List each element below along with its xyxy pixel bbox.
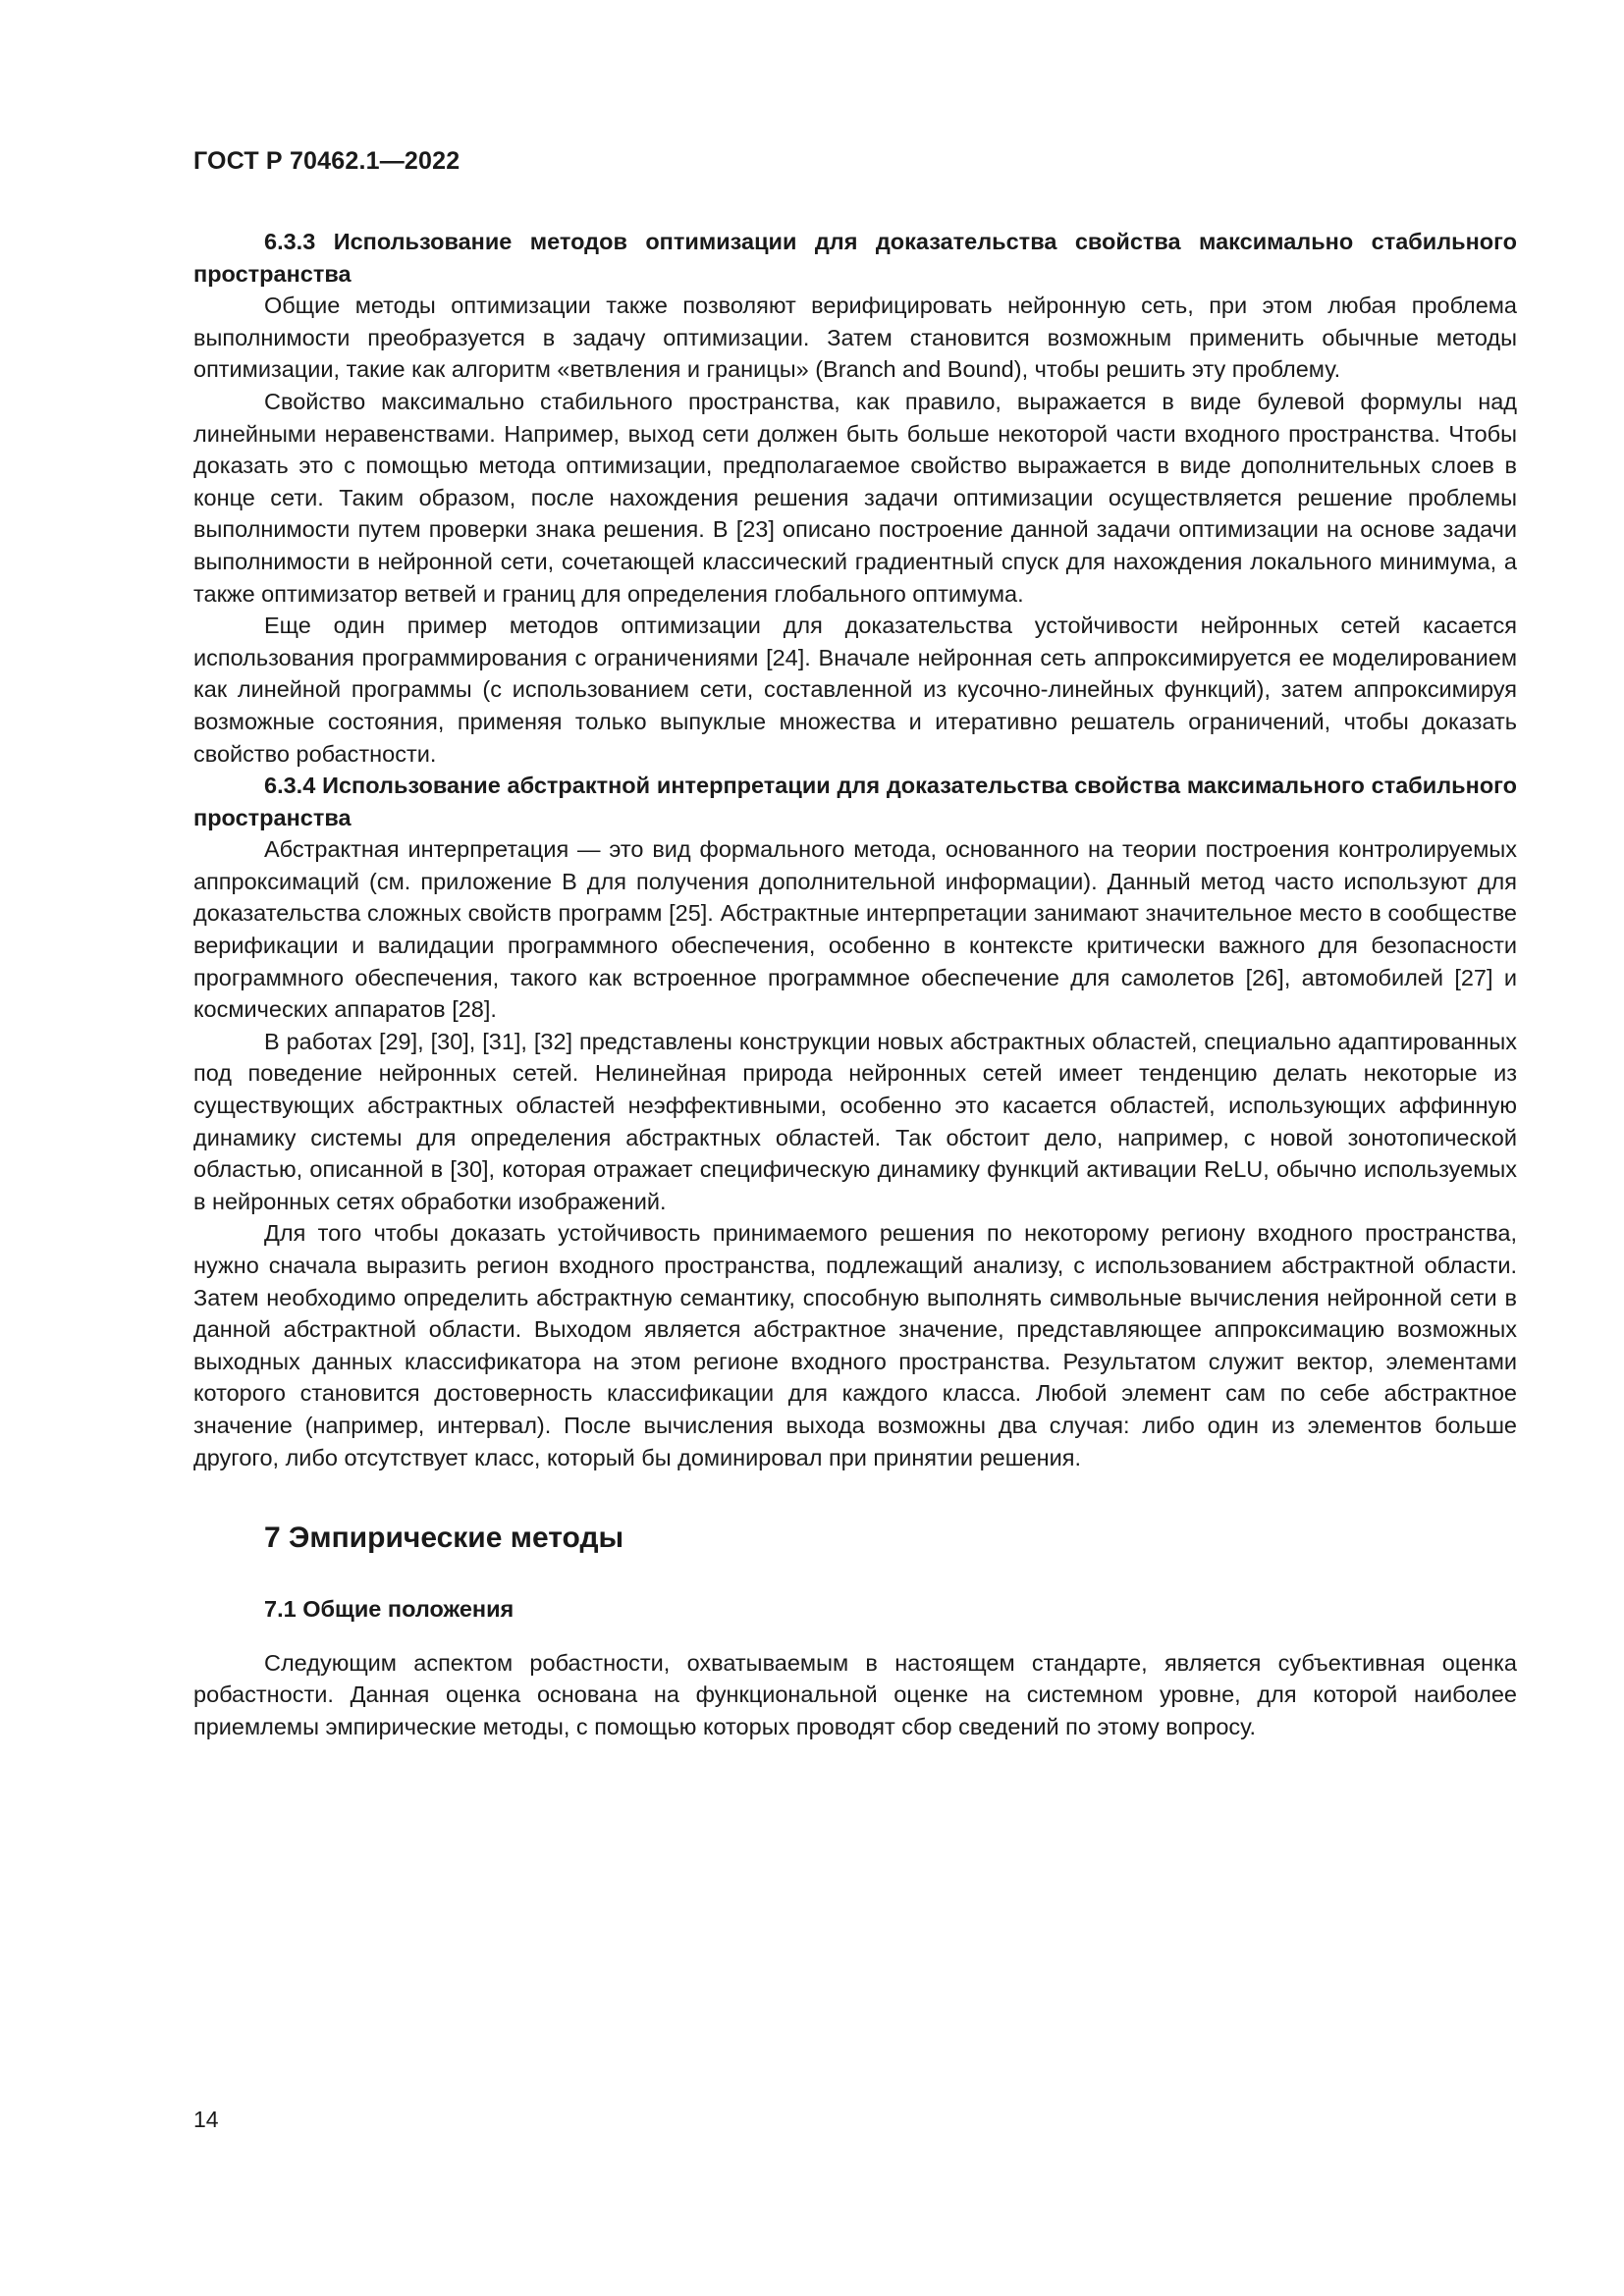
subsection-634-paragraph-1: Абстрактная интерпретация — это вид формального метода, основанного на теории построения контролируемых аппроксимаций (см. приложение В для получения дополнительной информации). Данный метод часто используют для доказательства сложных свойств программ [25]. Абстрактные интерпретации занимают значительное место в сообществе верификации и валидации программного обеспечения, особенно в контексте критически важного для безопасности программного обеспечения, такого как встроенное программное обеспечение для самолетов [26], автомобилей [27] и космических аппаратов [28].	[193, 836, 1517, 1023]
subsection-633-paragraph-3: Еще один пример методов оптимизации для доказательства устойчивости нейронных сетей касается использования программирования с ограничениями [24]. Вначале нейронная сеть аппроксимируется ее моделированием как линейной программы (с использованием сети, составленной из кусочно-линейных функций), затем аппроксимируя возможные состояния, применяя только выпуклые множества и итеративно решатель ограничений, чтобы доказать свойство робастности.	[193, 613, 1517, 767]
subsection-71-title: Общие положения	[302, 1596, 514, 1623]
subsection-633-title: Использование методов оптимизации для доказательства свойства максимально стабильного пространства	[193, 229, 1517, 287]
subsection-633-heading	[193, 226, 1517, 290]
subsection-71-number: 7.1	[264, 1596, 297, 1623]
subsection-633-paragraph-2: Свойство максимально стабильного пространства, как правило, выражается в виде булевой формулы над линейными неравенствами. Например, выход сети должен быть больше некоторой части входного пространства. Чтобы доказать это с помощью метода оптимизации, предполагаемое свойство выражается в виде дополнительных слоев в конце сети. Таким образом, после нахождения решения задачи оптимизации осуществляется решение проблемы выполнимости путем проверки знака решения. В [23] описано построение данной задачи оптимизации на основе задачи выполнимости в нейронной сети, сочетающей классический градиентный спуск для нахождения локального минимума, а также оптимизатор ветвей и границ для определения глобального оптимума.	[193, 388, 1517, 607]
section-7-heading	[193, 1519, 1517, 1558]
subsection-634-title: Использование абстрактной интерпретации для доказательства свойства максимального стабильного пространства	[193, 773, 1518, 830]
page-number: 14	[193, 2107, 219, 2132]
subsection-71-paragraph-1: Следующим аспектом робастности, охватываемым в настоящем стандарте, является субъективная оценка робастности. Данная оценка основана на функциональной оценке на системном уровне, для которой наиболее приемлемы эмпирические методы, с помощью которых проводят сбор сведений по этому вопросу.	[193, 1649, 1517, 1739]
subsection-71-heading	[193, 1593, 1517, 1626]
subsection-634-number: 6.3.4	[264, 773, 316, 799]
document-header-id: ГОСТ Р 70462.1—2022	[193, 147, 460, 175]
section-7-title: Эмпирические методы	[289, 1522, 624, 1555]
subsection-634-paragraph-3: Для того чтобы доказать устойчивость принимаемого решения по некоторому региону входного пространства, нужно сначала выразить регион входного пространства, подлежащий анализу, с использованием абстрактной области. Затем необходимо определить абстрактную семантику, способную выполнять символьные вычисления нейронной сети в данной абстрактной области. Выходом является абстрактное значение, представляющее аппроксимацию возможных выходных данных классификатора на этом регионе входного пространства. Результатом служит вектор, элементами которого становится достоверность классификации для каждого класса. Любой элемент сам по себе абстрактное значение (например, интервал). После вычисления выхода возможны два случая: либо один из элементов больше другого, либо отсутствует класс, который бы доминировал при принятии решения.	[193, 1220, 1517, 1470]
subsection-633-number: 6.3.3	[264, 229, 316, 254]
document-body	[193, 226, 1517, 1743]
subsection-633-paragraph-1: Общие методы оптимизации также позволяют верифицировать нейронную сеть, при этом любая проблема выполнимости преобразуется в задачу оптимизации. Затем становится возможным применить обычные методы оптимизации, такие как алгоритм «ветвления и границы» (Branch and Bound), чтобы решить эту проблему.	[193, 293, 1517, 383]
subsection-634-heading	[193, 770, 1517, 833]
section-7-number: 7	[264, 1522, 281, 1555]
subsection-634-paragraph-2: В работах [29], [30], [31], [32] представлены конструкции новых абстрактных областей, специально адаптированных под поведение нейронных сетей. Нелинейная природа нейронных сетей имеет тенденцию делать некоторые из существующих абстрактных областей неэффективными, особенно это касается областей, использующих аффинную динамику системы для определения абстрактных областей. Так обстоит дело, например, с новой зонотопической областью, описанной в [30], которая отражает специфическую динамику функций активации ReLU, обычно используемых в нейронных сетях обработки изображений.	[193, 1028, 1517, 1214]
